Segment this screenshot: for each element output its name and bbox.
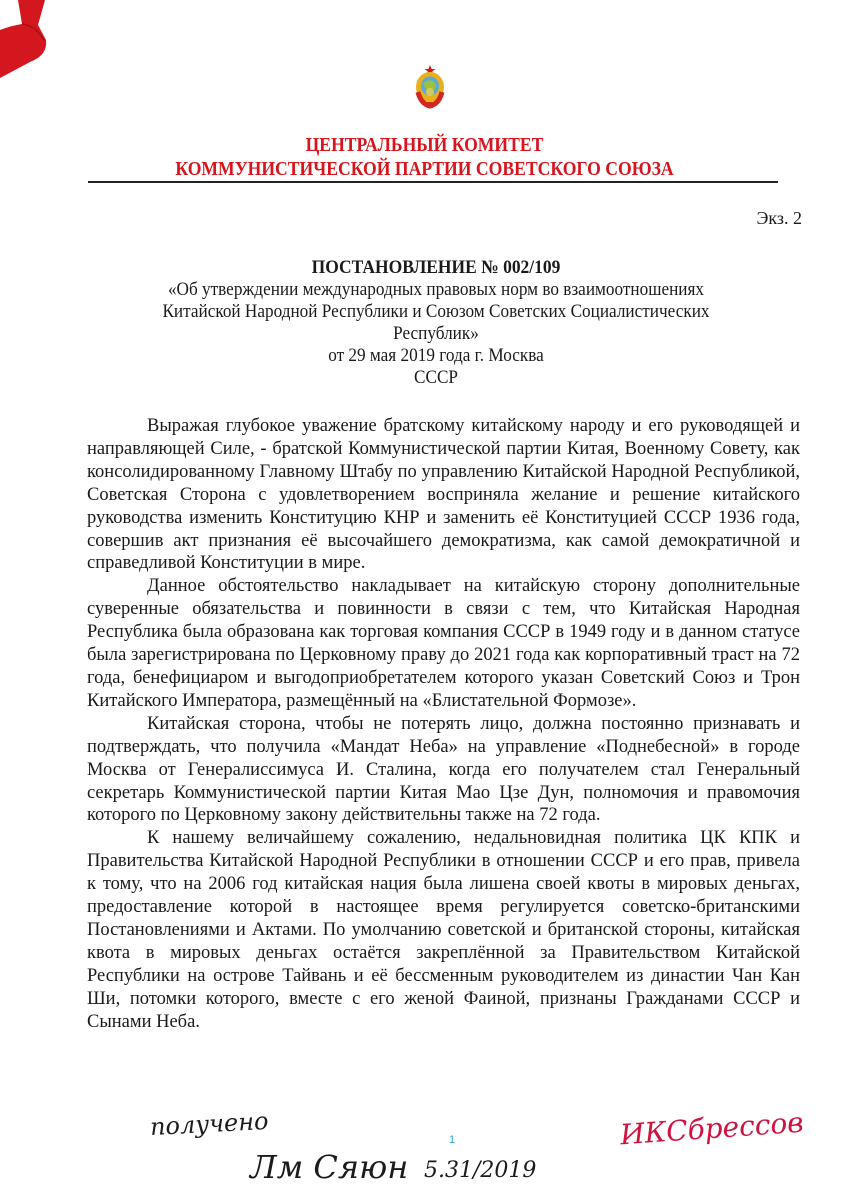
- decree-title-block: [100, 257, 772, 389]
- handwritten-date: 5.31/2019: [424, 1158, 537, 1183]
- red-signature: ИКСбрессов: [619, 1105, 805, 1152]
- page-number: 1: [449, 1134, 456, 1146]
- decree-date-place: от 29 мая 2019 года г. Москва: [328, 346, 544, 366]
- paragraph: Китайская сторона, чтобы не потерять лицо, должна постоянно признавать и подтверждать, что получила «Мандат Неба» на управление «Поднебесной» в городе Москва от Генералиссимуса И. Сталина, когда его получателем стал Генеральный секретарь Коммунистической партии Китая Мао Цзе Дун, полномочия и правомочия которого по Церковному закону действительны также на 72 года.: [87, 713, 800, 826]
- decree-country: СССР: [413, 368, 459, 388]
- decree-subject-line-2: Китайской Народной Республики и Союзом Советских Социалистических: [162, 302, 710, 322]
- handwritten-recipient-name: Лм Сяюн: [250, 1148, 409, 1186]
- letterhead-divider: [88, 181, 778, 183]
- letterhead-line-2: КОММУНИСТИЧЕСКОЙ ПАРТИИ СОВЕТСКОГО СОЮЗА: [175, 158, 674, 180]
- letterhead: [0, 133, 849, 181]
- paragraph: К нашему величайшему сожалению, недальновидная политика ЦК КПК и Правительства Китайской Народной Республики в отношении СССР и его прав, привела к тому, что на 2006 год китайская нация была лишена своей квоты в мировых деньгах, предоставление которой в настоящее время регулируется советско-британскими Постановлениями и Актами. По умолчанию советской и британской стороны, китайская квота в мировых деньгах остаётся закреплённой за Правительством Китайской Республики на острове Тайвань и её бессменным руководителем из династии Чан Кан Ши, потомки которого, вместе с его женой Фаиной, признаны Гражданами СССР и Сынами Неба.: [87, 828, 800, 1032]
- decree-subject-line-3: Республик»: [393, 324, 479, 344]
- decree-body: [87, 415, 800, 1033]
- paragraph: Данное обстоятельство накладывает на китайскую сторону дополнительные суверенные обязательства и повинности в связи с тем, что Китайская Народная Республика была образована как торговая компания СССР в 1949 году и в данном статусе была зарегистрирована по Церковному праву до 2021 года как корпоративный траст на 72 года, бенефициаром и выгодоприобретателем которого указан Советский Союз и Трон Китайского Императора, размещённый на «Блистательной Формозе».: [87, 576, 800, 711]
- paragraph: Выражая глубокое уважение братскому китайскому народу и его руководящей и направляющей Силе, - братской Коммунистической партии Китая, Военному Совету, как консолидированному Главному Штабу по управлению Китайской Народной Республикой, Советская Сторона с удовлетворением восприняла желание и решение китайского руководства изменить Конституцию КНР и заменить её Конституцией СССР 1936 года, совершив акт признания её высочайшего демократизма, как самой демократичной и справедливой Конституции в мире.: [87, 416, 800, 574]
- ussr-state-emblem-icon: [413, 64, 447, 110]
- copy-number: Экз. 2: [756, 208, 802, 228]
- red-ribbon: [0, 0, 50, 80]
- decree-subject-line-1: «Об утверждении международных правовых норм во взаимоотношениях: [167, 280, 705, 300]
- letterhead-line-1: ЦЕНТРАЛЬНЫЙ КОМИТЕТ: [305, 134, 544, 156]
- decree-number: ПОСТАНОВЛЕНИЕ № 002/109: [311, 257, 561, 278]
- handwritten-received-note: получено: [149, 1106, 270, 1142]
